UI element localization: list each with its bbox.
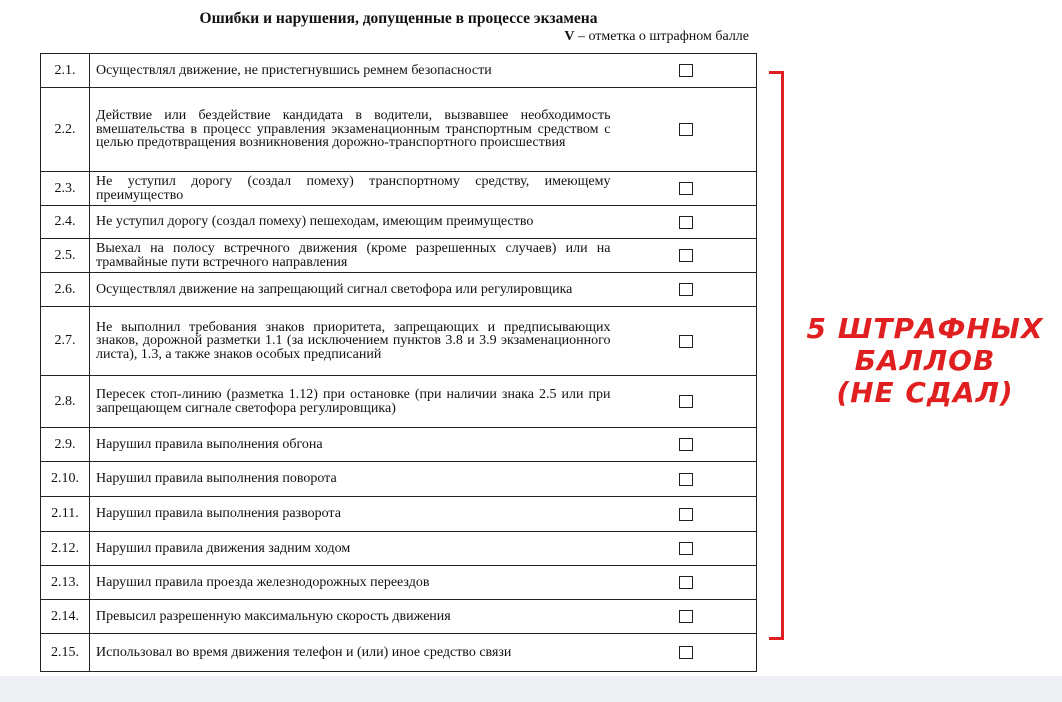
penalty-checkbox[interactable] <box>679 283 693 296</box>
penalty-checkbox[interactable] <box>679 438 693 451</box>
row-description: Нарушил правила выполнения поворота <box>90 462 617 497</box>
table-row <box>41 462 757 497</box>
row-number: 2.14. <box>41 600 90 634</box>
penalty-checkbox[interactable] <box>679 610 693 623</box>
penalty-checkbox[interactable] <box>679 182 693 195</box>
table-row <box>41 88 757 172</box>
row-description: Нарушил правила проезда железнодорожных переездов <box>90 566 617 600</box>
row-number: 2.1. <box>41 54 90 88</box>
penalty-checkbox[interactable] <box>679 335 693 348</box>
penalty-checkbox[interactable] <box>679 216 693 229</box>
row-number: 2.11. <box>41 497 90 532</box>
row-description: Нарушил правила выполнения разворота <box>90 497 617 532</box>
row-number: 2.3. <box>41 172 90 206</box>
row-number: 2.2. <box>41 88 90 172</box>
callout-line-1: 5 ШТРАФНЫХ <box>806 312 1044 345</box>
row-description: Превысил разрешенную максимальную скорость движения <box>90 600 617 634</box>
row-description: Осуществлял движение на запрещающий сигнал светофора или регулировщика <box>90 273 617 307</box>
row-description: Не уступил дорогу (создал помеху) пешеходам, имеющим преимущество <box>90 206 617 239</box>
row-description: Нарушил правила выполнения обгона <box>90 428 617 462</box>
table-row <box>41 239 757 273</box>
row-number: 2.10. <box>41 462 90 497</box>
document-title: Ошибки и нарушения, допущенные в процессе экзамена <box>199 10 598 27</box>
penalty-checkbox[interactable] <box>679 473 693 486</box>
table-row <box>41 206 757 239</box>
penalty-checkbox[interactable] <box>679 508 693 521</box>
penalty-checkbox[interactable] <box>679 249 693 262</box>
table-row <box>41 428 757 462</box>
table-row <box>41 307 757 376</box>
table-row <box>41 172 757 206</box>
legend-mark: V <box>564 29 575 44</box>
penalty-checkbox[interactable] <box>679 395 693 408</box>
table-row <box>41 532 757 566</box>
row-description: Не выполнил требования знаков приоритета, запрещающих и предписывающих знаков, дорожной разметки 1.1 (за исключением пунктов 3.8 и 3.9 экзаменационного листа), 1.3, а также знаков особых предписаний <box>90 307 617 376</box>
legend-text: – отметка о штрафном балле <box>574 29 749 44</box>
table-row <box>41 600 757 634</box>
row-description: Выехал на полосу встречного движения (кроме разрешенных случаев) или на трамвайные пути встречного направления <box>90 239 617 273</box>
penalty-callout <box>790 313 1060 409</box>
table-row <box>41 54 757 88</box>
row-number: 2.8. <box>41 376 90 428</box>
row-number: 2.15. <box>41 634 90 672</box>
table-row <box>41 273 757 307</box>
row-number: 2.5. <box>41 239 90 273</box>
row-number: 2.6. <box>41 273 90 307</box>
table-row <box>41 566 757 600</box>
row-description: Не уступил дорогу (создал помеху) транспортному средству, имеющему преимущество <box>90 172 617 206</box>
row-description: Пересек стоп-линию (разметка 1.12) при остановке (при наличии знака 2.5 или при запрещающем сигнале светофора регулировщика) <box>90 376 617 428</box>
callout-line-3: (НЕ СДАЛ) <box>836 376 1014 409</box>
row-number: 2.7. <box>41 307 90 376</box>
row-description: Действие или бездействие кандидата в водители, вызвавшее необходимость вмешательства в процесс управления экзаменационным транспортным средством с целью предотвращения возникновения дорожно-транспортного происшествия <box>90 88 617 172</box>
row-number: 2.4. <box>41 206 90 239</box>
row-number: 2.12. <box>41 532 90 566</box>
row-description: Нарушил правила движения задним ходом <box>90 532 617 566</box>
penalty-bracket <box>769 71 784 640</box>
legend <box>0 29 749 45</box>
penalty-checkbox[interactable] <box>679 576 693 589</box>
penalty-checkbox[interactable] <box>679 646 693 659</box>
row-description: Осуществлял движение, не пристегнувшись ремнем безопасности <box>90 54 617 88</box>
row-number: 2.9. <box>41 428 90 462</box>
penalty-checkbox[interactable] <box>679 123 693 136</box>
errors-table <box>40 53 757 672</box>
footer-strip <box>0 676 1062 702</box>
penalty-checkbox[interactable] <box>679 542 693 555</box>
table-row <box>41 634 757 672</box>
penalty-checkbox[interactable] <box>679 64 693 77</box>
table-row <box>41 497 757 532</box>
row-description: Использовал во время движения телефон и (или) иное средство связи <box>90 634 617 672</box>
row-number: 2.13. <box>41 566 90 600</box>
table-row <box>41 376 757 428</box>
callout-line-2: БАЛЛОВ <box>854 344 996 377</box>
